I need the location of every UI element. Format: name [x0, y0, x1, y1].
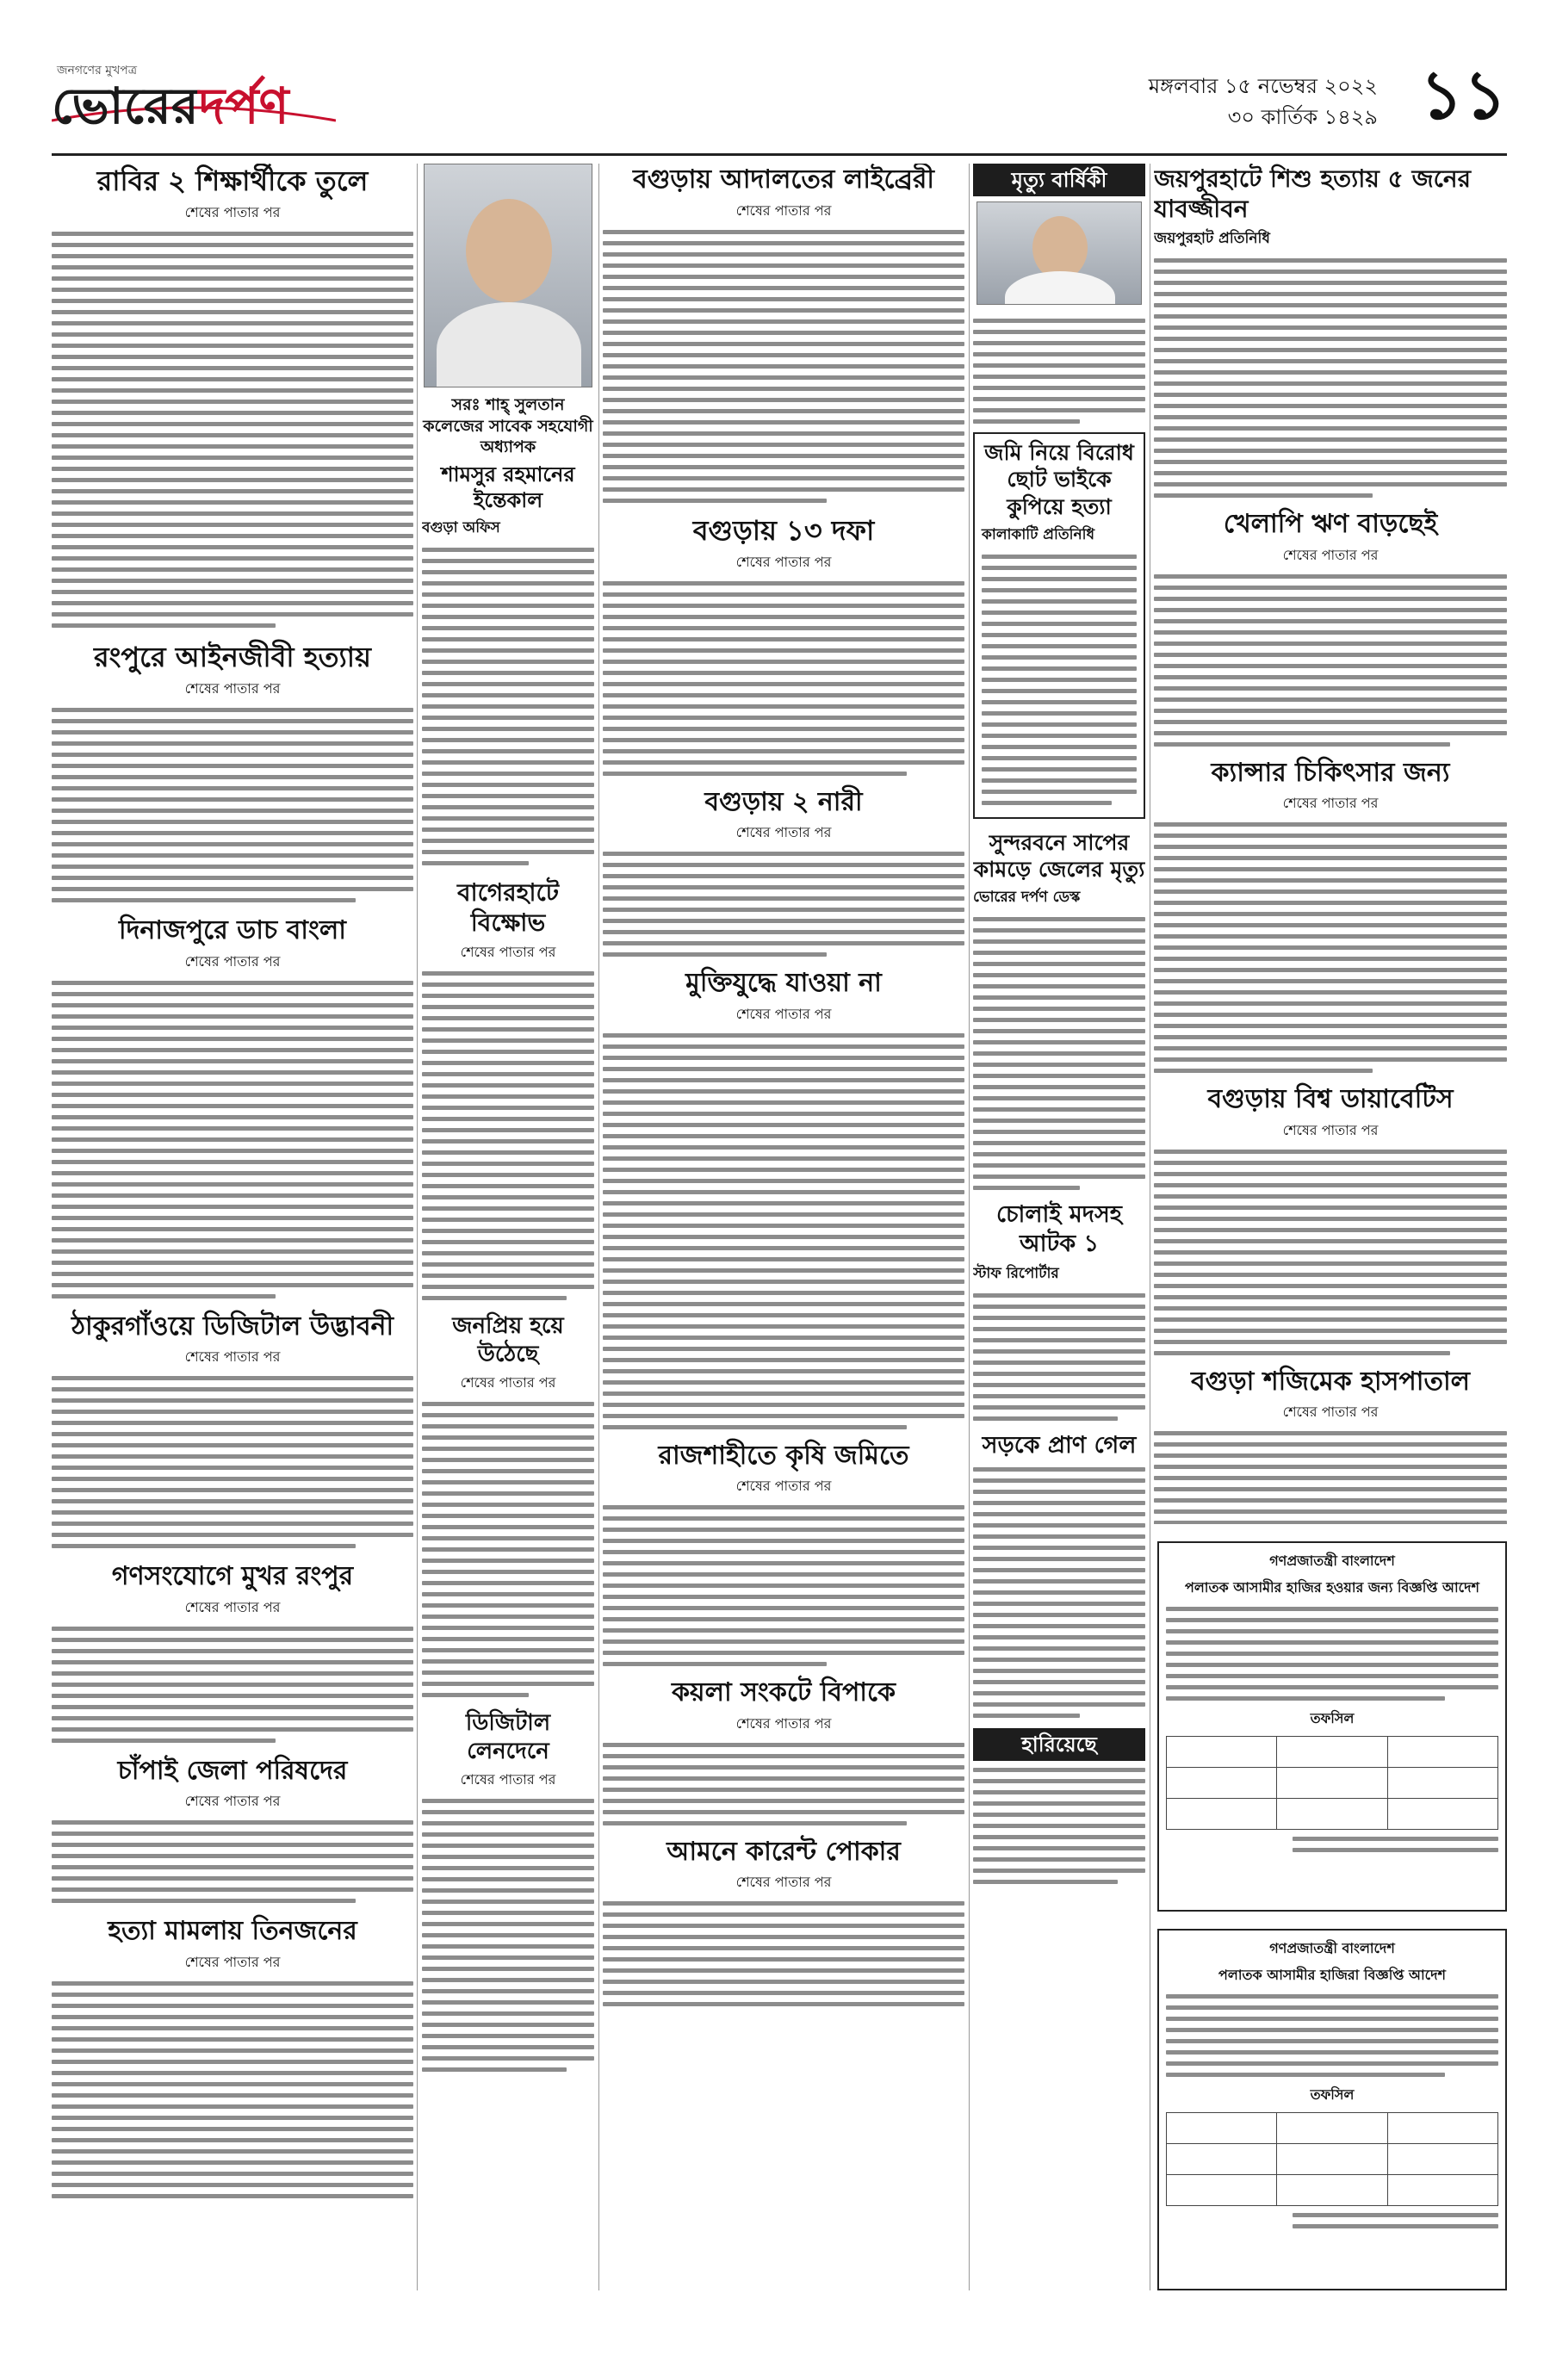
body-text: [603, 852, 964, 957]
article-world-diabetes: [1154, 1083, 1507, 1355]
continued-label: শেষের পাতার পর: [735, 201, 832, 219]
continued-label: শেষের পাতার পর: [184, 1348, 281, 1365]
continued-label: শেষের পাতার পর: [1282, 546, 1379, 563]
column-divider: [969, 164, 970, 2290]
headline: জনপ্রিয় হয়ে উঠেছে: [452, 1313, 564, 1367]
body-text: [1154, 822, 1507, 1073]
body-text: [52, 1820, 413, 1903]
byline: বগুড়া অফিস: [422, 519, 500, 537]
article-2-women: [603, 786, 964, 958]
article-liberation-war: [603, 967, 964, 1429]
body-text: [973, 1768, 1145, 1884]
anniversary-photo: [976, 201, 1142, 305]
continued-label: শেষের পাতার পর: [1282, 1404, 1379, 1420]
column-divider: [417, 164, 418, 2290]
continued-label: শেষের পাতার পর: [735, 553, 832, 570]
article-digital-transaction: [422, 1709, 594, 2072]
death-anniversary-heading: মৃত্যু বার্ষিকী: [973, 164, 1145, 196]
headline: বগুড়ায় ১৩ দফা: [692, 513, 875, 547]
date-bengali: ৩০ কার্তিক ১৪২৯: [1227, 105, 1378, 129]
continued-label: শেষের পাতার পর: [460, 944, 556, 961]
headline: সড়কে প্রাণ গেল: [982, 1431, 1137, 1459]
headline: কয়লা সংকটে বিপাকে: [671, 1677, 896, 1708]
headline: ক্যান্সার চিকিৎসার জন্য: [1211, 757, 1450, 788]
headline: ঠাকুরগাঁওয়ে ডিজিটাল উদ্ভাবনী: [71, 1311, 394, 1342]
article-aman-pest: [603, 1836, 964, 2007]
anniversary-text: [973, 319, 1145, 424]
body-text: [603, 1033, 964, 1429]
body-text: [982, 555, 1137, 805]
article-road-death: [973, 1431, 1145, 1718]
headline: চাঁপাই জেলা পরিষদের: [117, 1755, 348, 1786]
date-gregorian: মঙ্গলবার ১৫ নভেম্বর ২০২২: [1148, 74, 1378, 98]
schedule-table: [1166, 1736, 1498, 1830]
column-1: [52, 164, 413, 2299]
legal-notice-2: [1157, 1929, 1507, 2290]
article-13-points: [603, 513, 964, 776]
byline: স্টাফ রিপোর্টার: [973, 1264, 1059, 1282]
byline: ভোরের দর্পণ ডেস্ক: [973, 889, 1081, 907]
continued-label: শেষের পাতার পর: [184, 952, 281, 970]
lost-notice: [973, 1728, 1145, 1884]
body-text: [1154, 1150, 1507, 1355]
obituary-caption: সরঃ শাহ্ সুলতান কলেজের সাবেক সহযোগী অধ্যাপক: [423, 395, 593, 457]
headline: আমনে কারেন্ট পোকার: [666, 1836, 901, 1867]
article-rangpur-lawyer: [52, 640, 413, 902]
article-dinajpur-dutch-bangla: [52, 914, 413, 1298]
continued-label: শেষের পাতার পর: [184, 680, 281, 697]
body-text: [422, 1402, 594, 1697]
notice-text: [1166, 1607, 1498, 1701]
column-2: [422, 394, 594, 2289]
body-text: [973, 917, 1145, 1190]
person-body-shape: [437, 302, 581, 387]
article-popular: [422, 1312, 594, 1697]
body-text: [422, 971, 594, 1300]
article-bagerhat-protest: [422, 877, 594, 1300]
article-sundarbans-snake: [973, 829, 1145, 1191]
column-5: [1154, 164, 1507, 1524]
notice-title: গণপ্রজাতন্ত্রী বাংলাদেশ: [1269, 1553, 1395, 1569]
article-court-library: [603, 164, 964, 503]
headline: খেলাপি ঋণ বাড়ছেই: [1223, 509, 1438, 539]
body-text: [973, 1467, 1145, 1718]
obituary-headline: শামসুর রহমানের ইন্তেকাল: [441, 462, 575, 513]
byline: জয়পুরহাট প্রতিনিধি: [1154, 230, 1270, 247]
headline: ডিজিটাল লেনদেনে: [465, 1710, 551, 1764]
continued-label: শেষের পাতার পর: [184, 204, 281, 220]
obituary-photo: [424, 164, 592, 387]
headline: বগুড়ায় ২ নারী: [704, 786, 863, 817]
logo-tagline: জনগণের মুখপত্র: [57, 64, 138, 77]
schedule-title: তফসিল: [1310, 2086, 1355, 2103]
masthead: [52, 41, 1507, 153]
column-3: [603, 164, 964, 2299]
person-head-shape: [1032, 216, 1088, 280]
headline: জমি নিয়ে বিরোধ ছোট ভাইকে কুপিয়ে হত্যা: [984, 440, 1134, 519]
article-coal-crisis: [603, 1677, 964, 1825]
headline: বগুড়া শজিমেক হাসপাতাল: [1190, 1366, 1471, 1397]
continued-label: শেষের পাতার পর: [735, 824, 832, 840]
body-text: [603, 1901, 964, 2006]
body-text: [1154, 258, 1507, 498]
body-text: [1154, 1431, 1507, 1524]
continued-label: শেষের পাতার পর: [735, 1005, 832, 1022]
lost-notice-heading: হারিয়েছে: [973, 1728, 1145, 1761]
article-cancer-treatment: [1154, 757, 1507, 1074]
headline: বাগেরহাটে বিক্ষোভ: [456, 878, 560, 938]
page-number: ১১: [1419, 57, 1507, 134]
article-land-dispute: [973, 432, 1145, 819]
newspaper-logo: [52, 60, 336, 136]
date-block: [1149, 71, 1378, 133]
article-rangpur-campaign: [52, 1560, 413, 1743]
column-4-body: [973, 312, 1145, 2292]
continued-label: শেষের পাতার পর: [184, 1953, 281, 1970]
headline: দিনাজপুরে ডাচ বাংলা: [119, 915, 346, 945]
headline: সুন্দরবনে সাপের কামড়ে জেলের মৃত্যু: [973, 829, 1145, 882]
continued-label: শেষের পাতার পর: [735, 1714, 832, 1732]
notice-subtitle: পলাতক আসামীর হাজিরা বিজ্ঞপ্তি আদেশ: [1218, 1967, 1446, 1983]
logo-second-word: দর্পণ: [198, 77, 289, 135]
notice-subtitle: পলাতক আসামীর হাজির হওয়ার জন্য বিজ্ঞপ্তি আদেশ: [1185, 1579, 1479, 1596]
article-rajshahi-farmland: [603, 1440, 964, 1667]
column-divider: [598, 164, 599, 2290]
continued-label: শেষের পাতার পর: [1282, 1121, 1379, 1138]
body-text: [422, 548, 594, 865]
article-liquor-arrest: [973, 1200, 1145, 1421]
headline: রাবির ২ শিক্ষার্থীকে তুলে: [96, 164, 369, 197]
body-text: [52, 1627, 413, 1743]
body-text: [52, 708, 413, 902]
logo-first-word: ভোরের: [52, 77, 199, 135]
body-text: [52, 232, 413, 628]
headline: চোলাই মদসহ আটক ১: [996, 1201, 1122, 1257]
continued-label: শেষের পাতার পর: [184, 1793, 281, 1809]
body-text: [422, 1799, 594, 2072]
article-joypurhat-verdict: [1154, 164, 1507, 498]
headline: মুক্তিযুদ্ধে যাওয়া না: [685, 968, 882, 998]
headline: জয়পুরহাটে শিশু হত্যায় ৫ জনের যাবজ্জীবন: [1154, 164, 1472, 223]
headline: রংপুরে আইনজীবী হত্যায়: [94, 641, 371, 673]
continued-label: শেষের পাতার পর: [184, 1598, 281, 1615]
body-text: [603, 1505, 964, 1666]
body-text: [973, 1293, 1145, 1421]
person-head-shape: [466, 199, 552, 302]
byline: কালাকাটি প্রতিনিধি: [982, 525, 1094, 543]
headline: রাজশাহীতে কৃষি জমিতে: [658, 1440, 909, 1471]
headline: গণসংযোগে মুখর রংপুর: [111, 1561, 354, 1591]
continued-label: শেষের পাতার পর: [1282, 795, 1379, 811]
article-rabi: [52, 164, 413, 628]
notice-signature: [1166, 1837, 1498, 1852]
body-text: [52, 1981, 413, 2198]
person-body-shape: [1005, 271, 1115, 305]
body-text: [1154, 574, 1507, 747]
article-chapai-zila: [52, 1755, 413, 1904]
continued-label: শেষের পাতার পর: [735, 1478, 832, 1494]
notice-text: [1166, 1994, 1498, 2077]
body-text: [603, 230, 964, 503]
article-shajimek-hospital: [1154, 1366, 1507, 1525]
logo-wordmark: [52, 76, 289, 136]
headline: বগুড়ায় বিশ্ব ডায়াবেটিস: [1207, 1084, 1454, 1114]
masthead-rule: [52, 153, 1507, 156]
body-text: [603, 581, 964, 776]
headline: হত্যা মামলায় তিনজনের: [108, 1916, 357, 1946]
body-text: [52, 1376, 413, 1548]
continued-label: শেষের পাতার পর: [735, 1874, 832, 1890]
continued-label: শেষের পাতার পর: [460, 1771, 556, 1788]
headline: বগুড়ায় আদালতের লাইব্রেরী: [633, 164, 934, 195]
continued-label: শেষের পাতার পর: [460, 1374, 556, 1391]
article-murder-case: [52, 1915, 413, 2198]
legal-notice-1: [1157, 1541, 1507, 1912]
body-text: [603, 1743, 964, 1825]
notice-signature: [1166, 2213, 1498, 2228]
notice-title: গণপ্রজাতন্ত্রী বাংলাদেশ: [1269, 1940, 1395, 1956]
article-thakurgaon-digital: [52, 1311, 413, 1549]
schedule-table: [1166, 2112, 1498, 2206]
body-text: [52, 981, 413, 1298]
article-default-loan: [1154, 508, 1507, 747]
schedule-title: তফসিল: [1310, 1710, 1355, 1726]
